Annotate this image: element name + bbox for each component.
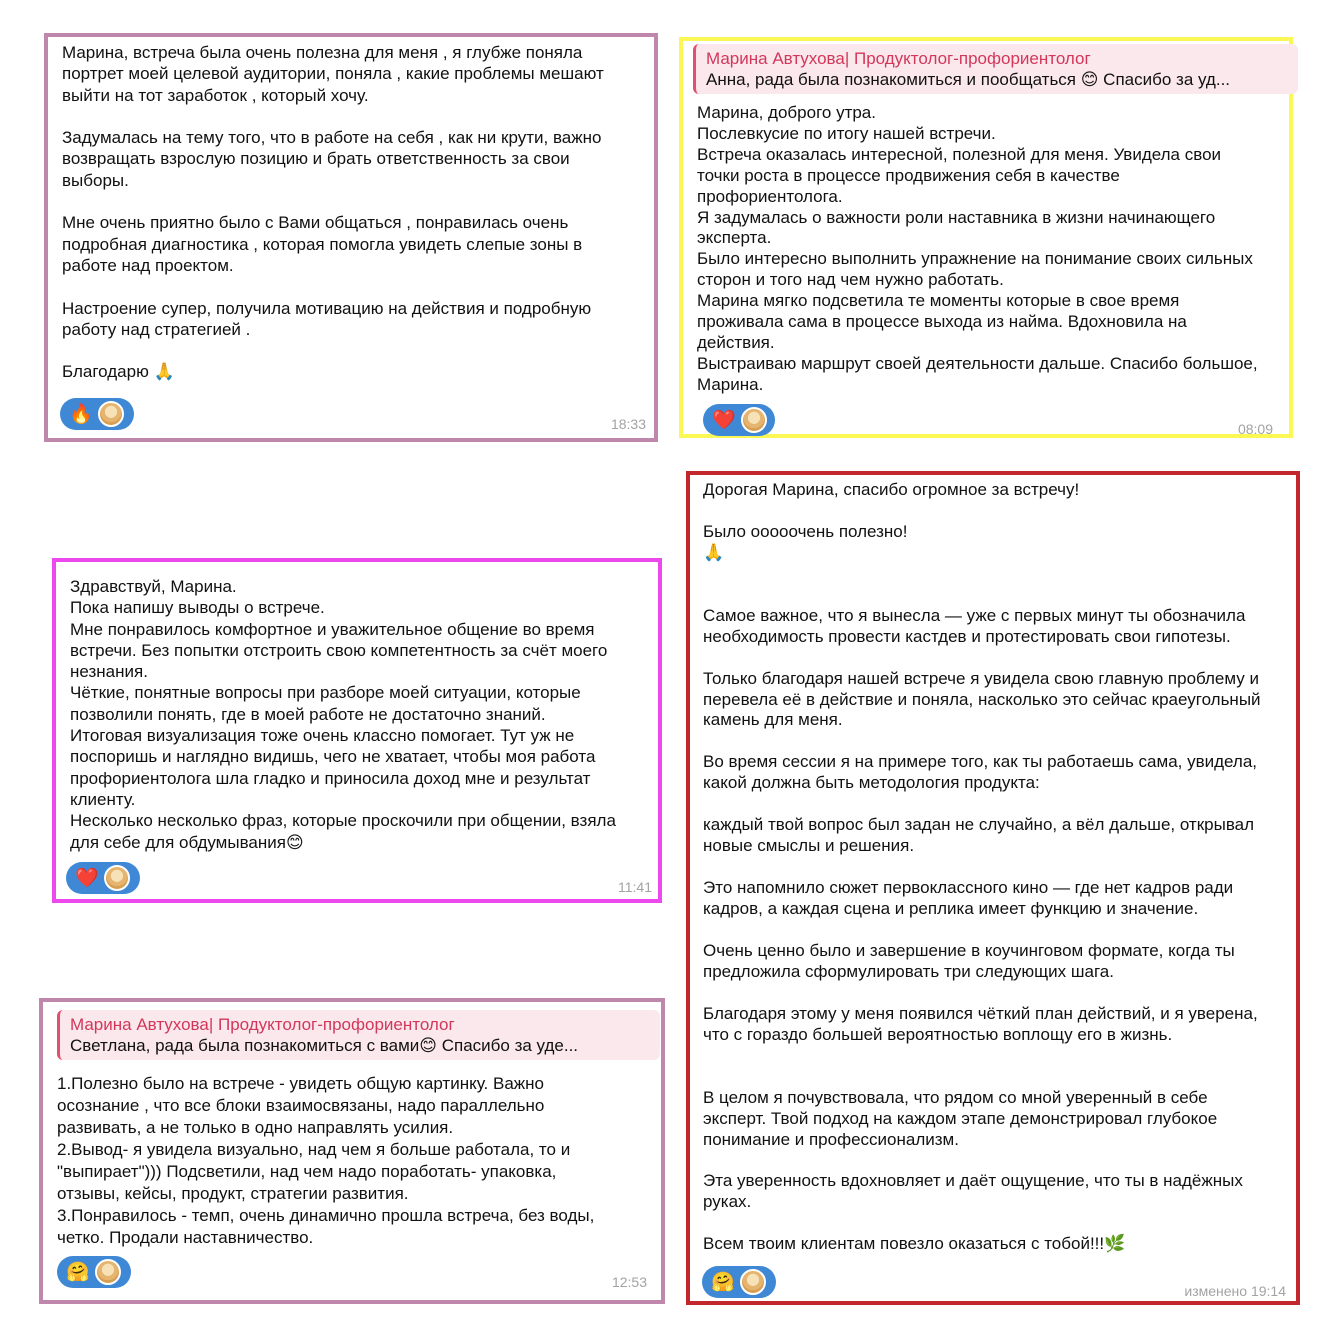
hugging-face-icon: 🤗 bbox=[711, 1271, 735, 1293]
reply-quote[interactable] bbox=[57, 1010, 660, 1060]
review-card-3 bbox=[52, 558, 662, 903]
review-card-5 bbox=[686, 471, 1300, 1305]
reaction-badge[interactable] bbox=[702, 1266, 776, 1298]
quote-text: Анна, рада была познакомиться и пообщаться 😊 Спасибо за уд... bbox=[706, 70, 1231, 89]
heart-icon: ❤️ bbox=[75, 867, 99, 889]
reaction-badge[interactable] bbox=[57, 1256, 131, 1288]
reaction-badge[interactable] bbox=[703, 404, 775, 436]
reply-quote[interactable] bbox=[693, 44, 1298, 94]
quote-author: Марина Автухова| Продуктолог-профориентолог bbox=[70, 1015, 455, 1034]
quote-text: Светлана, рада была познакомиться с вами😊 Спасибо за уде... bbox=[70, 1036, 579, 1055]
avatar bbox=[95, 1259, 121, 1285]
avatar bbox=[98, 401, 124, 427]
message-time: 08:09 bbox=[1237, 421, 1273, 437]
message-time: 12:53 bbox=[611, 1274, 647, 1290]
message-text: Дорогая Марина, спасибо огромное за встречу! Было ооооочень полезно! 🙏 Самое важное, что я вынесла — уже с первых минут ты обозначила необходимость провести кастдев и протестировать свои гипотезы. Только благодаря нашей встрече я увидела свою главную проблему и перевела её в действие и поняла, насколько это сейчас краеугольный камень для меня. Во время сессии я на примере того, как ты работаешь сама, увидела, какой должна быть методология продукта: каждый твой вопрос был задан не случайно, а вёл дальше, открывал новые смыслы и решения. Это напомнило сюжет первоклассного кино — где нет кадров ради кадров, а каждая сцена и реплика имеет функцию и значение. Очень ценно было и завершение в коучинговом формате, когда ты предложила сформулировать три следующих шага. Благодаря этому у меня появился чёткий план действий, и я уверена, что с гораздо большей вероятностью воплощу его в жизнь. В целом я почувствовала, что рядом со мной уверенный в себе эксперт. Твой подход на каждом этапе демонстрировал глубокое понимание и профессионализм. Эта уверенность вдохновляет и даёт ощущение, что ты в надёжных руках. Всем твоим клиентам повезло оказаться с тобой!!!🌿 bbox=[703, 480, 1261, 1254]
message-time: 11:41 bbox=[618, 879, 652, 895]
reaction-badge[interactable] bbox=[66, 862, 140, 894]
quote-author: Марина Автухова| Продуктолог-профориентолог bbox=[706, 49, 1091, 68]
message-text: Марина, доброго утра. Послевкусие по итогу нашей встречи. Встреча оказалась интересной, полезной для меня. Увидела свои точки роста в процессе продвижения себя в качестве профориентолога. Я задумалась о важности роли наставника в жизни начинающего эксперта. Было интересно выполнить упражнение на понимание своих сильных сторон и того над чем нужно работать. Марина мягко подсветила те моменты которые в свое время проживала сама в процессе выхода из найма. Вдохновила на действия. Выстраиваю маршрут своей деятельности дальше. Спасибо большое, Марина. bbox=[697, 103, 1258, 394]
avatar bbox=[741, 407, 767, 433]
fire-icon: 🔥 bbox=[69, 403, 93, 425]
heart-icon: ❤️ bbox=[712, 409, 736, 431]
message-time: изменено 19:14 bbox=[1184, 1283, 1286, 1299]
message-text: Здравствуй, Марина. Пока напишу выводы о встрече. Мне понравилось комфортное и уважительное общение во время встречи. Без попытки отстроить свою компетентность за счёт моего незнания. Чёткие, понятные вопросы при разборе моей ситуации, которые позволили понять, где в моей работе не достаточно знаний. Итоговая визуализация тоже очень классно помогает. Тут уж не поспоришь и наглядно видишь, чего не хватает, чтобы моя работа профориентолога шла гладко и приносила доход мне и результат клиенту. Несколько несколько фраз, которые проскочили при общении, взяла для себе для обдумывания😊 bbox=[70, 577, 616, 852]
message-time: 18:33 bbox=[610, 416, 646, 432]
message-text: 1.Полезно было на встрече - увидеть общую картинку. Важно осознание , что все блоки взаимосвязаны, надо параллельно развивать, а не только в одно направлять усилия. 2.Вывод- я увидела визуально, над чем я больше работала, то и "выпирает"))) Подсветили, над чем надо поработать- упаковка, отзывы, кейсы, продукт, стратегии развития. 3.Понравилось - темп, очень динамично прошла встреча, без воды, четко. Продали наставничество. bbox=[57, 1074, 595, 1247]
review-card-2 bbox=[679, 37, 1293, 438]
review-card-1 bbox=[44, 33, 658, 442]
review-card-4 bbox=[39, 998, 665, 1304]
avatar bbox=[740, 1269, 766, 1295]
reaction-badge[interactable] bbox=[60, 398, 134, 430]
avatar bbox=[104, 865, 130, 891]
hugging-face-icon: 🤗 bbox=[66, 1261, 90, 1283]
message-text: Марина, встреча была очень полезна для меня , я глубже поняла портрет моей целевой аудитории, поняла , какие проблемы мешают выйти на тот заработок , который хочу. Задумалась на тему того, что в работе на себя , как ни крути, важно возвращать взрослую позицию и брать ответственность за свои выборы. Мне очень приятно было с Вами общаться , понравилась очень подробная диагностика , которая помогла увидеть слепые зоны в работе над проектом. Настроение супер, получила мотивацию на действия и подробную работу над стратегией . Благодарю 🙏 bbox=[62, 43, 604, 382]
